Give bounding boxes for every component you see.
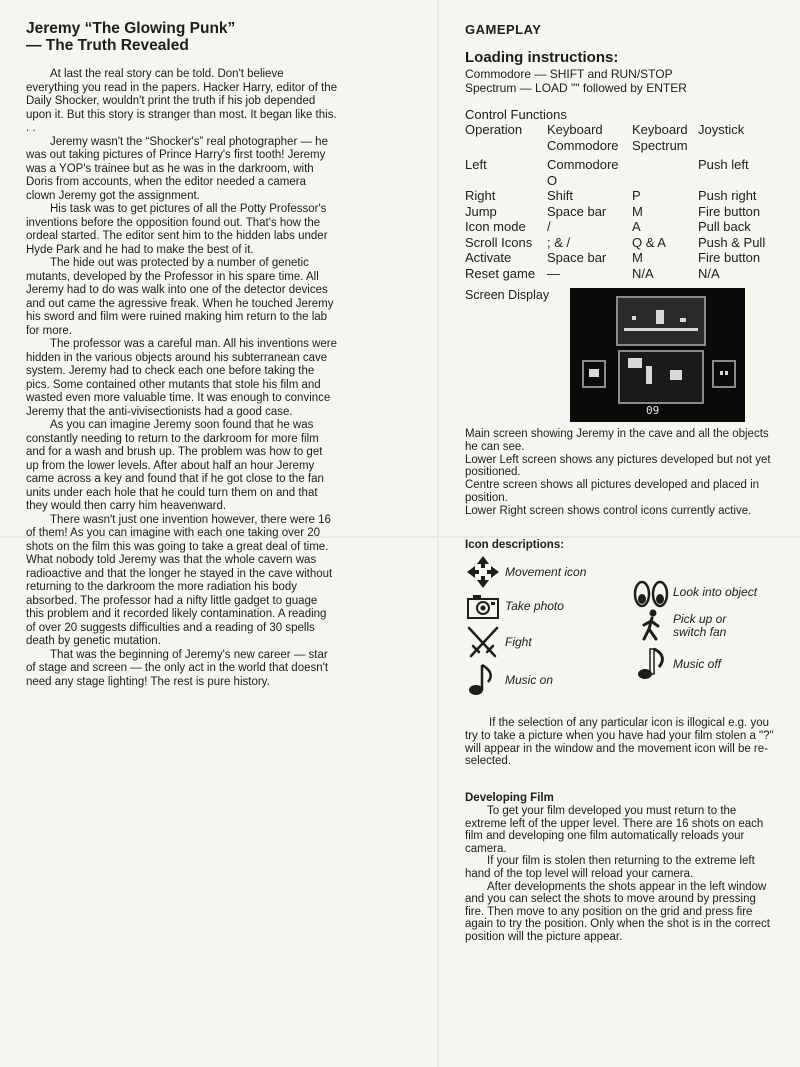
main-screen-window: [616, 296, 706, 346]
header-keyboard-1: Keyboard: [547, 122, 603, 137]
story-paragraph: Jeremy wasn't the “Shocker's” real photographer — he was out taking pictures of Prince Harry's first tooth! Jeremy was a YOP's trainee but as he was in the darkroom, with Doris from accounts, when the editor needed a camera clown Jeremy got the assignment.: [26, 135, 328, 202]
developing-film-body: [465, 805, 777, 944]
screen-desc-line: Lower Left screen shows any pictures developed but not yet positioned.: [465, 453, 771, 479]
screen-display-label: Screen Display: [465, 288, 550, 302]
music-on-label: Music on: [505, 672, 554, 687]
header-keyboard-commodore: [547, 122, 632, 153]
cell: Q & A: [632, 234, 666, 250]
movement-icon-row: [465, 554, 586, 590]
movement-icon-label: Movement icon: [505, 564, 587, 579]
developing-paragraph: If your film is stolen then returning to the extreme left hand of the top level will reload your camera.: [465, 855, 755, 880]
gameplay-column: [465, 22, 777, 943]
story-paragraph: That was the beginning of Jeremy's new career — star of stage and screen — the only act in the world that doesn't need any stage lighting! The rest is pure history.: [26, 648, 329, 688]
pickup-label-line-1: Pick up or: [673, 612, 727, 626]
lower-right-window: [712, 360, 736, 388]
crossed-swords-icon: [465, 624, 501, 660]
cell: Jump: [465, 203, 497, 219]
cell: Shift: [547, 188, 574, 203]
screen-desc-line: Centre screen shows all pictures developed and placed in position.: [465, 479, 760, 504]
look-icon-row: [633, 574, 757, 610]
story-paragraph: At last the real story can be told. Don't believe everything you read in the papers. Hacker Harry, editor of the Daily Shocker, wouldn't print the truth if his job depended upon it. But this story is stranger than most. It began like this. . .: [26, 68, 338, 134]
cell: M: [632, 250, 643, 265]
table-row: [465, 153, 777, 188]
cell: Fire button: [698, 250, 761, 265]
story-title: [26, 20, 338, 54]
screen-desc-line: Lower Right screen shows control icons currently active.: [465, 504, 752, 517]
camera-icon: [465, 588, 501, 624]
cell: Pull back: [698, 219, 751, 234]
cell: A: [632, 219, 641, 234]
cell: Right: [465, 188, 496, 203]
screen-display-image: [570, 288, 745, 422]
table-row: [465, 188, 777, 204]
pickup-label-line-2: switch fan: [673, 625, 727, 639]
icon-descriptions-title: Icon descriptions:: [465, 539, 565, 551]
developing-film-title: Developing Film: [465, 792, 554, 804]
music-note-outline-icon: [633, 646, 669, 682]
cell: Space bar: [547, 203, 607, 219]
cell: P: [632, 188, 641, 203]
table-row: [465, 219, 777, 235]
pickup-icon-label: [673, 613, 726, 639]
cell: Push & Pull: [698, 234, 766, 250]
cell: Commodore O: [547, 157, 619, 188]
cell: M: [632, 203, 643, 219]
story-paragraph: His task was to get pictures of all the Potty Professor's inventions before the opposition found out. That's how the ordeal started. The editor sent him to the hidden labs under Hyde Park and he had to make the best of it.: [26, 203, 328, 256]
cell: Push right: [698, 188, 757, 203]
loading-commodore: Commodore — SHIFT and RUN/STOP: [465, 67, 673, 81]
screen-description: [465, 428, 777, 518]
look-icon-label: Look into object: [673, 584, 758, 599]
fight-icon-row: [465, 624, 532, 660]
centre-window: [618, 350, 704, 404]
eyes-icon: [633, 574, 669, 610]
loading-title: Loading instructions:: [465, 49, 619, 66]
header-commodore: Commodore: [547, 137, 619, 153]
header-joystick: Joystick: [698, 122, 745, 137]
music-note-icon: [465, 662, 501, 698]
radiation-counter: 09: [646, 404, 660, 417]
page-fold-vertical: [437, 0, 439, 1067]
illogical-selection-note: If the selection of any particular icon is illogical e.g. you try to take a picture when you have had your film stolen a "?" will appear in the window and the movement icon will be re-selected.: [465, 717, 774, 768]
walking-man-icon: [633, 608, 669, 644]
cell: Push left: [698, 157, 749, 172]
story-paragraph: The hide out was protected by a number of genetic mutants, developed by the Professor in his spare time. All Jeremy had to do was walk into one of the detector devices and out came the agressive freak. When he touched Jeremy his sword and film were ruined making him return to the lab for more.: [26, 257, 334, 337]
cell: Scroll Icons: [465, 234, 533, 250]
control-functions-table: [465, 122, 777, 281]
story-title-line-2: — The Truth Revealed: [26, 37, 189, 54]
loading-spectrum: Spectrum — LOAD "" followed by ENTER: [465, 81, 687, 95]
screen-desc-line: Main screen showing Jeremy in the cave and all the objects he can see.: [465, 428, 769, 453]
photo-icon-row: [465, 588, 564, 624]
story-paragraph: There wasn't just one invention however, there were 16 of them! As you can imagine with each one taking over 20 shots on the film this was going to take a great deal of time. What nobody told Jeremy was that the whole cavern was radioactive and that the longer he stayed in the cave without returning to the darkroom the more radiation his body absorbed. The professor had a nifty little gadget to guage this problem and it recorded likely contamination. A reading of over 20 suggests difficulties and a reading of 30 spells death by genetic mutation.: [26, 513, 333, 647]
cell: Reset game: [465, 265, 536, 281]
story-body: [26, 68, 338, 689]
photo-icon-label: Take photo: [505, 598, 564, 613]
cell: /: [547, 219, 551, 234]
header-operation: Operation: [465, 122, 523, 137]
cell: Activate: [465, 250, 512, 265]
music-off-label: Music off: [673, 656, 722, 671]
lower-left-window: [582, 360, 606, 388]
table-row: [465, 250, 777, 266]
cell: N/A: [632, 265, 654, 281]
music-off-icon-row: [633, 646, 721, 682]
header-keyboard-2: Keyboard: [632, 122, 688, 137]
developing-paragraph: To get your film developed you must return to the extreme left of the upper level. There are 16 shots on each film and developing one film automatically reloads your camera.: [465, 805, 764, 855]
table-row: [465, 266, 777, 282]
cell: [632, 153, 698, 188]
table-row: [465, 204, 777, 220]
control-functions-title: Control Functions: [465, 107, 567, 122]
music-on-icon-row: [465, 662, 553, 698]
cell: N/A: [698, 265, 720, 281]
cell: Icon mode: [465, 219, 526, 234]
gameplay-heading: GAMEPLAY: [465, 22, 542, 37]
pickup-icon-row: [633, 608, 726, 644]
cell: Fire button: [698, 203, 761, 219]
cell: —: [547, 265, 560, 281]
header-spectrum: Spectrum: [632, 137, 688, 153]
movement-arrows-icon: [465, 554, 501, 590]
developing-paragraph: After developments the shots appear in the left window and you can select the shots to move around by pressing fire. Then move to any position on the grid and press fire again to try the position. Only when the shot is in the correct position will the picture appear.: [465, 880, 770, 943]
story-paragraph: As you can imagine Jeremy soon found that he was constantly needing to return to the darkroom for more film and for a wash and brush up. The problem was how to get up from the lower levels. After about half an hour Jeremy came across a key and found that if he got close to the fan units under each hole that he could turn them on and that they would then carry him heavenward.: [26, 419, 324, 512]
story-paragraph: The professor was a careful man. All his inventions were hidden in the various objects around his subterranean cave system. Jeremy had to check each one before taking the pics. Some contained other mutants that stole his film and wasted even more valuable time. It was enough to convince Jeremy that the anti-vivisectionists had a good case.: [26, 338, 337, 418]
story-column: [26, 20, 338, 689]
fight-icon-label: Fight: [505, 634, 532, 649]
cell: Space bar: [547, 250, 607, 265]
table-header-row: [465, 122, 777, 153]
header-keyboard-spectrum: [632, 122, 698, 153]
cell: Left: [465, 157, 487, 172]
story-title-line-1: Jeremy “The Glowing Punk”: [26, 20, 236, 37]
cell: ; & /: [547, 234, 571, 250]
table-row: [465, 235, 777, 251]
